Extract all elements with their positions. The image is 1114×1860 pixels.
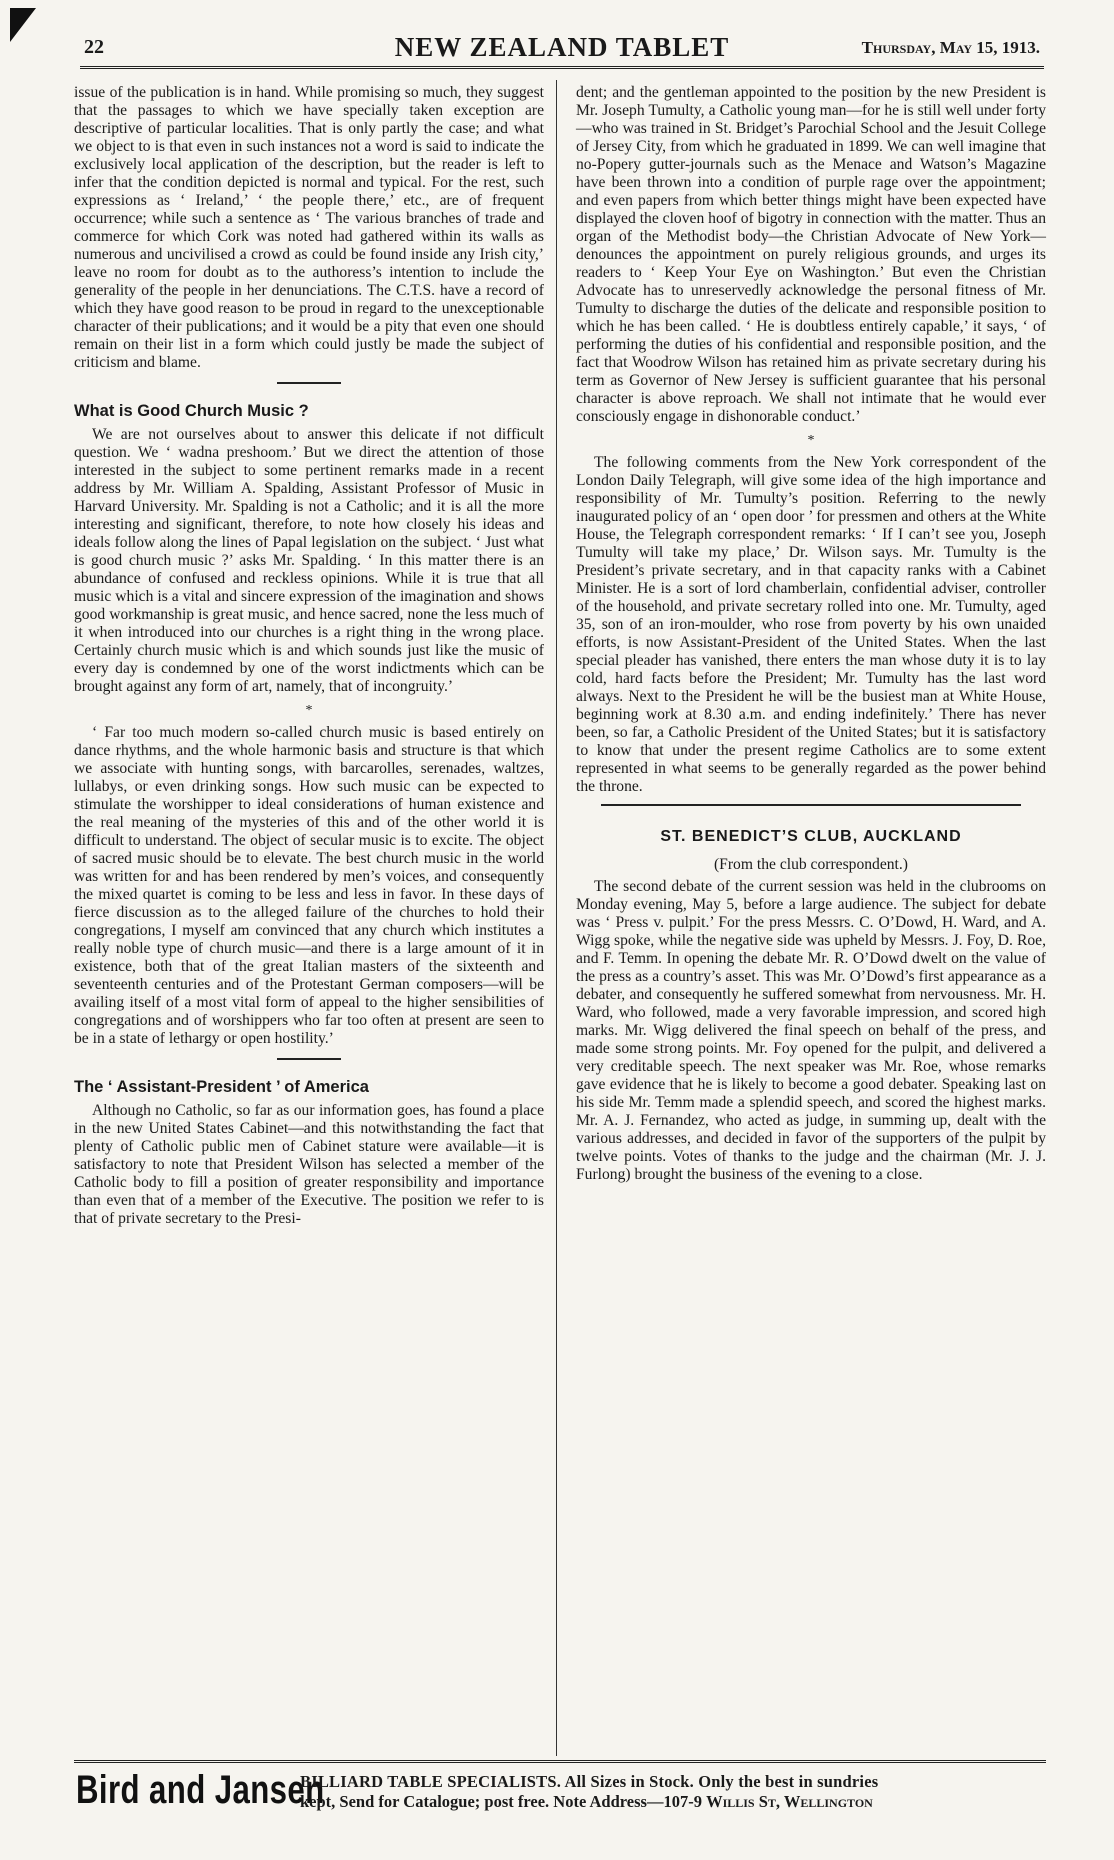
- issue-date: Thursday, May 15, 1913.: [861, 38, 1040, 57]
- advertisement-text: [300, 1772, 1045, 1812]
- corner-registration-mark: [10, 8, 36, 42]
- advertisement-rule: [74, 1760, 1046, 1767]
- advertisement-line-1: BILLIARD TABLE SPECIALISTS. All Sizes in Stock. Only the best in sundries: [300, 1772, 879, 1791]
- article-paragraph: ‘ Far too much modern so-called church music is based entirely on dance rhythms, and the whole harmonic basis and structure is that which we associate with hunting songs, with barcarolles, serenades, waltzes, lullabys, or even drinking songs. How such music can be expected to stimulate the worshipper to ideal considerations of human existence and the real meaning of the mysteries of this and of the other world it is difficult to understand. The object of secular music is to excite. The object of sacred music should be to elevate. The best church music in the world was written for and has been rendered by men’s voices, and consequently the mixed quartet is coming to be less and less in favor. In these days of fierce discussion as to the alleged failure of the churches to hold their congregations, I myself am convinced that any church which institutes a really noble type of church music—and there is a large amount of it in existence, both that of the great Italian masters of the sixteenth and seventeenth centuries and of the Protestant German composers—will be availing itself of a most vital form of appeal to the higher sensibilities of congregations and of worshippers who far too often at present are seen to be in a state of lethargy or open hostility.’: [74, 724, 544, 1047]
- dinkus: *: [807, 433, 815, 448]
- paper-title: NEW ZEALAND TABLET: [394, 32, 730, 62]
- article-paragraph: issue of the publication is in hand. While promising so much, they suggest that the passages to which we have specially taken exception are descriptive of particular localities. That is only partly the case; and what we object to is that even in such instances not a word is said to indicate the exclusively local application of the description, but the reader is left to infer that the condition depicted is normal and typical. For the rest, such expressions as ‘ Ireland,’ ‘ the people there,’ etc., are of frequent occurrence; while such a sentence as ‘ The various branches of trade and commerce for which Cork was noted had gathered within its walls as numerous and uncivilised a crowd as could be found inside any Irish city,’ leave no room for doubt as to the authoress’s intention to include the generality of the people in her denunciations. The C.T.S. have a record of which they have good reason to be proud in regard to the unexceptionable character of their publications; and it would be a pity that even one should remain on their list in a form which could justly be made the subject of criticism and blame.: [74, 84, 544, 371]
- article-paragraph: The second debate of the current session was held in the clubrooms on Monday evening, May 5, before a large audience. The subject for debate was ‘ Press v. pulpit.’ For the press Messrs. C. O’Dowd, H. Ward, and A. Wigg spoke, while the negative side was upheld by Messrs. J. Foy, D. Roe, and F. Temm. In opening the debate Mr. R. O’Dowd dwelt on the value of the press as a country’s asset. This was Mr. O’Dowd’s first appearance as a debater, and consequently he suffered somewhat from nervousness. Mr. H. Ward, who followed, made a very favorable impression, and scored high marks. Mr. Wigg delivered the final speech on behalf of the press, and made some strong points. Mr. Foy opened for the pulpit, and delivered a very creditable speech. The next speaker was Mr. Roe, whose remarks gave evidence that he is likely to become a good debater. Speaking last on his side Mr. Temm made a splendid speech, and scored the highest marks. Mr. A. J. Fernandez, who acted as judge, in summing up, dealt with the various addresses, and decided in favor of the supporters of the pulpit by twelve points. Votes of thanks to the judge and the chairman (Mr. J. J. Furlong) brought the business of the evening to a close.: [576, 878, 1046, 1183]
- article-paragraph: The following comments from the New York correspondent of the London Daily Telegraph, will give some idea of the high importance and responsibility of Mr. Tumulty’s position. Referring to the newly inaugurated policy of an ‘ open door ’ for pressmen and others at the White House, the Telegraph correspondent remarks: ‘ If I can’t see you, Joseph Tumulty will take my place,’ Dr. Wilson says. Mr. Tumulty is the President’s private secretary, and in that capacity ranks with a Cabinet Minister. He is a sort of lord chamberlain, confidential adviser, controller of the household, and private secretary rolled into one. Mr. Tumulty, aged 35, son of an iron-moulder, who rose from poverty by his own unaided efforts, is now Assistant-President of the United States. When the last special pleader has vanished, there enters the man whose duty it is to lay cold, hard facts before the President; Mr. Tumulty has the last word always. Next to the President he will be the busiest man at White House, beginning work at 8.30 a.m. and ending indefinitely.’ There has never been, so far, a Catholic President of the United States; but it is satisfactory to know that under the present regime Catholics are to some extent represented in what seems to be generally regarded as the power behind the throne.: [576, 454, 1046, 795]
- advertisement-line-2-text: kept, Send for Catalogue; post free. Note Address—107-9: [300, 1792, 702, 1811]
- article-paragraph: We are not ourselves about to answer this delicate if not difficult question. We ‘ wadna preshoom.’ But we direct the attention of those interested in the subject to some pertinent remarks made in a recent address by Mr. William A. Spalding, Assistant Professor of Music in Harvard University. Mr. Spalding is not a Catholic; and it is all the more interesting and significant, therefore, to note how closely his ideas and ideals follow along the lines of Papal legislation on the subject. ‘ Just what is good church music ?’ asks Mr. Spalding. ‘ In this matter there is an abundance of confused and reckless opinions. While it is true that all music which is a vital and sincere expression of the imagination and shows good workmanship is great music, and hence sacred, none the less much of it when introduced into our churches is a right thing in the wrong place. Certainly church music which is and which sounds just like the music of every day is condemned by one of the worst indictments which can be brought against any form of art, namely, that of incongruity.’: [74, 426, 544, 695]
- page-number: 22: [84, 36, 104, 58]
- section-heading-assistant-president: The ‘ Assistant-President ’ of America: [74, 1078, 369, 1096]
- section-divider: [277, 1058, 341, 1060]
- left-column: [74, 84, 544, 1228]
- advertisement-line-2: [300, 1792, 1045, 1812]
- dinkus: *: [305, 703, 313, 718]
- section-heading-church-music: What is Good Church Music ?: [74, 402, 309, 420]
- section-divider: [277, 382, 341, 384]
- article-paragraph: dent; and the gentleman appointed to the position by the new President is Mr. Joseph Tumulty, a Catholic young man—for he is still well under forty—who was trained in St. Bridget’s Parochial School and the Jesuit College of Jersey City, from which he graduated in 1899. We can well imagine that no-Popery gutter-journals such as the Menace and Watson’s Magazine have been thrown into a condition of purple rage over the appointment; and even papers from which better things might have been expected have displayed the cloven hoof of bigotry in connection with the matter. Thus an organ of the Methodist body—the Christian Advocate of New York—denounces the appointment on purely religious grounds, and urges its readers to ‘ Keep Your Eye on Washington.’ But even the Christian Advocate has to unreservedly acknowledge the personal fitness of Mr. Tumulty to discharge the duties of the delicate and responsible position to which he has been called. ‘ He is doubtless entirely capable,’ it says, ‘ of performing the duties of his confidential and responsible position, and the fact that Woodrow Wilson has retained him as private secretary during his term as Governor of New Jersey is sufficient guarantee that his personal character is above reproach. We shall not intimate that he would ever consciously engage in dishonorable conduct.’: [576, 84, 1046, 425]
- masthead: [80, 22, 1044, 69]
- section-subheading: (From the club correspondent.): [713, 856, 908, 873]
- section-divider: [601, 804, 1021, 806]
- column-divider: [556, 80, 557, 1756]
- right-column: [576, 84, 1046, 1184]
- advertiser-name: Bird and Jansen: [76, 1768, 325, 1812]
- section-heading-st-benedicts: ST. BENEDICT’S CLUB, AUCKLAND: [660, 828, 962, 845]
- advertisement-address: Willis St, Wellington: [706, 1792, 873, 1811]
- article-paragraph: Although no Catholic, so far as our information goes, has found a place in the new United States Cabinet—and this notwithstanding the fact that plenty of Catholic public men of Cabinet stature were available—it is satisfactory to note that President Wilson has selected a member of the Catholic body to fill a position of greater responsibility and importance than even that of a member of the Executive. The position we refer to is that of private secretary to the Presi-: [74, 1102, 544, 1227]
